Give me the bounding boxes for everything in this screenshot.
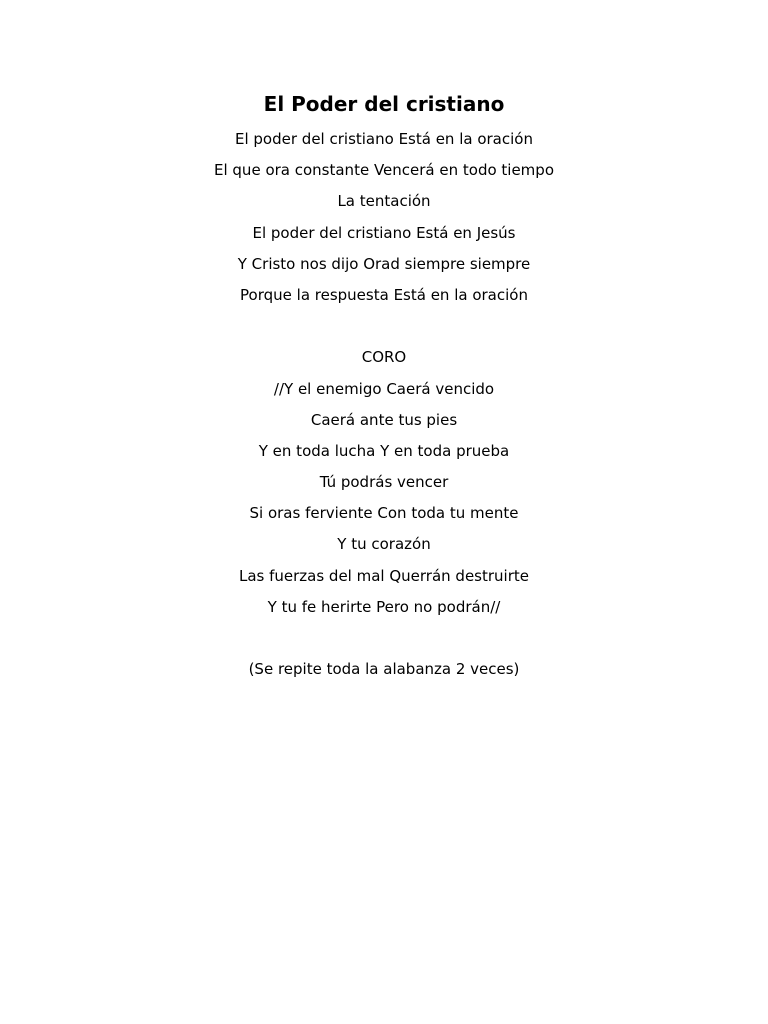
page-title: El Poder del cristiano xyxy=(263,92,505,116)
blank-line xyxy=(0,311,768,342)
blank-line xyxy=(0,623,768,654)
lyric-line: Porque la respuesta Está en la oración xyxy=(240,285,528,304)
lyric-line: Y tu corazón xyxy=(337,535,431,554)
chorus-heading: CORO xyxy=(361,348,407,367)
repeat-note: (Se repite toda la alabanza 2 veces) xyxy=(248,660,520,679)
lyric-line: La tentación xyxy=(337,192,431,211)
lyric-line: El que ora constante Vencerá en todo tiempo xyxy=(214,161,554,180)
lyric-line: Y en toda lucha Y en toda prueba xyxy=(258,441,510,460)
lyric-line: Caerá ante tus pies xyxy=(310,410,458,429)
lyric-line: Si oras ferviente Con toda tu mente xyxy=(249,504,519,523)
lyric-line: //Y el enemigo Caerá vencido xyxy=(273,379,495,398)
lyric-line: Las fuerzas del mal Querrán destruirte xyxy=(238,566,530,585)
lyric-line: Y tu fe herirte Pero no podrán// xyxy=(267,597,501,616)
lyric-line: Tú podrás vencer xyxy=(319,473,449,492)
lyrics-body xyxy=(0,124,768,685)
lyric-line: Y Cristo nos dijo Orad siempre siempre xyxy=(237,254,531,273)
lyric-line: El poder del cristiano Está en la oración xyxy=(235,130,533,148)
lyric-line: El poder del cristiano Está en Jesús xyxy=(252,223,516,242)
